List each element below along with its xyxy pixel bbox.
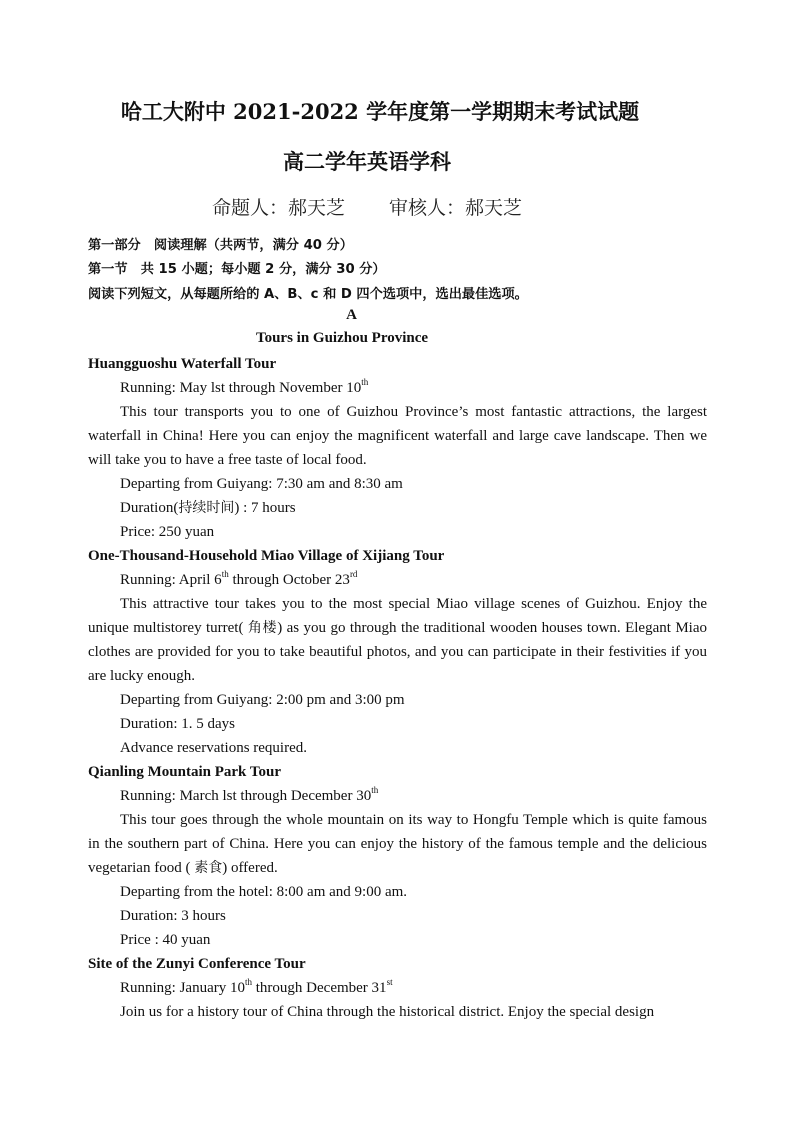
tour-heading: Qianling Mountain Park Tour bbox=[88, 764, 281, 780]
ordinal-suffix: rd bbox=[349, 569, 358, 579]
tour-heading: One-Thousand-Household Miao Village of Xijiang Tour bbox=[88, 548, 445, 564]
tour-heading: Site of the Zunyi Conference Tour bbox=[88, 956, 306, 972]
tour-running bbox=[88, 376, 707, 400]
passage-title: Tours in Guizhou Province bbox=[255, 330, 429, 346]
tour-duration: Duration: 1. 5 days bbox=[120, 716, 235, 732]
ordinal-suffix: th bbox=[361, 377, 369, 387]
duration-prefix: Duration( bbox=[120, 500, 179, 516]
description-text: This tour goes through the whole mountain on its way to Hongfu Temple which is quite famous in the southern part of China. Here you can enjoy the history of the famous temple and the delicious vegetarian food ( bbox=[88, 812, 707, 876]
passage-label: A bbox=[346, 307, 357, 323]
duration-chinese-gloss: 持续时间 bbox=[178, 500, 235, 516]
ordinal-suffix: th bbox=[221, 569, 229, 579]
part-heading: 第一部分 阅读理解（共两节，满分 40 分） bbox=[88, 238, 353, 253]
tour-running bbox=[88, 976, 707, 1000]
tour-running bbox=[88, 568, 707, 592]
duration-suffix: ) : 7 hours bbox=[234, 500, 296, 516]
running-text: Running: January 10 bbox=[120, 980, 245, 996]
tour-departing: Departing from Guiyang: 2:00 pm and 3:00 pm bbox=[120, 692, 405, 708]
ordinal-suffix: th bbox=[245, 977, 253, 987]
tour-description bbox=[88, 808, 707, 880]
passage-body bbox=[88, 352, 707, 1024]
tour-description: This tour transports you to one of Guizhou Province’s most fantastic attractions, the largest waterfall in China! Here you can enjoy the magnificent waterfall and large cave landscape. Then we will take you to have a free taste of local food. bbox=[88, 404, 707, 468]
question-setter: 命题人：郝天芝 bbox=[211, 197, 345, 219]
description-text: ) offered. bbox=[222, 860, 278, 876]
chinese-gloss: 角楼 bbox=[247, 620, 278, 636]
tour-departing: Departing from the hotel: 8:00 am and 9:00 am. bbox=[120, 884, 408, 900]
ordinal-suffix: st bbox=[386, 977, 393, 987]
tour-heading: Huangguoshu Waterfall Tour bbox=[88, 356, 277, 372]
question-reviewer: 审核人：郝天芝 bbox=[389, 197, 523, 219]
section-heading: 第一节 共 15 小题；每小题 2 分，满分 30 分） bbox=[88, 262, 386, 277]
tour-description bbox=[88, 592, 707, 688]
tour-running bbox=[88, 784, 707, 808]
tour-price: Price : 40 yuan bbox=[120, 932, 211, 948]
tour-departing: Departing from Guiyang: 7:30 am and 8:30 am bbox=[120, 476, 403, 492]
authors-line bbox=[0, 193, 734, 220]
tour-duration bbox=[88, 496, 707, 520]
description-text: This attractive tour takes you to the most special Miao village scenes of Guizhou. Enjoy the unique multistorey turret( bbox=[88, 596, 707, 636]
running-text: through October 23 bbox=[228, 572, 350, 588]
tour-description: Join us for a history tour of China through the historical district. Enjoy the special design bbox=[120, 1004, 655, 1020]
description-text: ) as you go through the traditional wooden houses town. Elegant Miao clothes are provided for you to take beautiful photos, and you can participate in their festivities if you are lucky enough. bbox=[88, 620, 707, 684]
running-text: Running: April 6 bbox=[120, 572, 222, 588]
directions-text: 阅读下列短文，从每题所给的 A、B、c 和 D 四个选项中，选出最佳选项。 bbox=[88, 287, 528, 302]
tour-note: Advance reservations required. bbox=[120, 740, 308, 756]
chinese-gloss: 素食 bbox=[194, 860, 223, 876]
exam-subtitle: 高二学年英语学科 bbox=[283, 149, 451, 174]
tour-price: Price: 250 yuan bbox=[120, 524, 215, 540]
tour-duration: Duration: 3 hours bbox=[120, 908, 226, 924]
running-text: through December 31 bbox=[252, 980, 387, 996]
ordinal-suffix: th bbox=[371, 785, 379, 795]
exam-title: 哈工大附中 2021-2022 学年度第一学期期末考试试题 bbox=[120, 99, 640, 124]
running-text: Running: May lst through November 10 bbox=[120, 380, 362, 396]
running-text: Running: March lst through December 30 bbox=[120, 788, 372, 804]
